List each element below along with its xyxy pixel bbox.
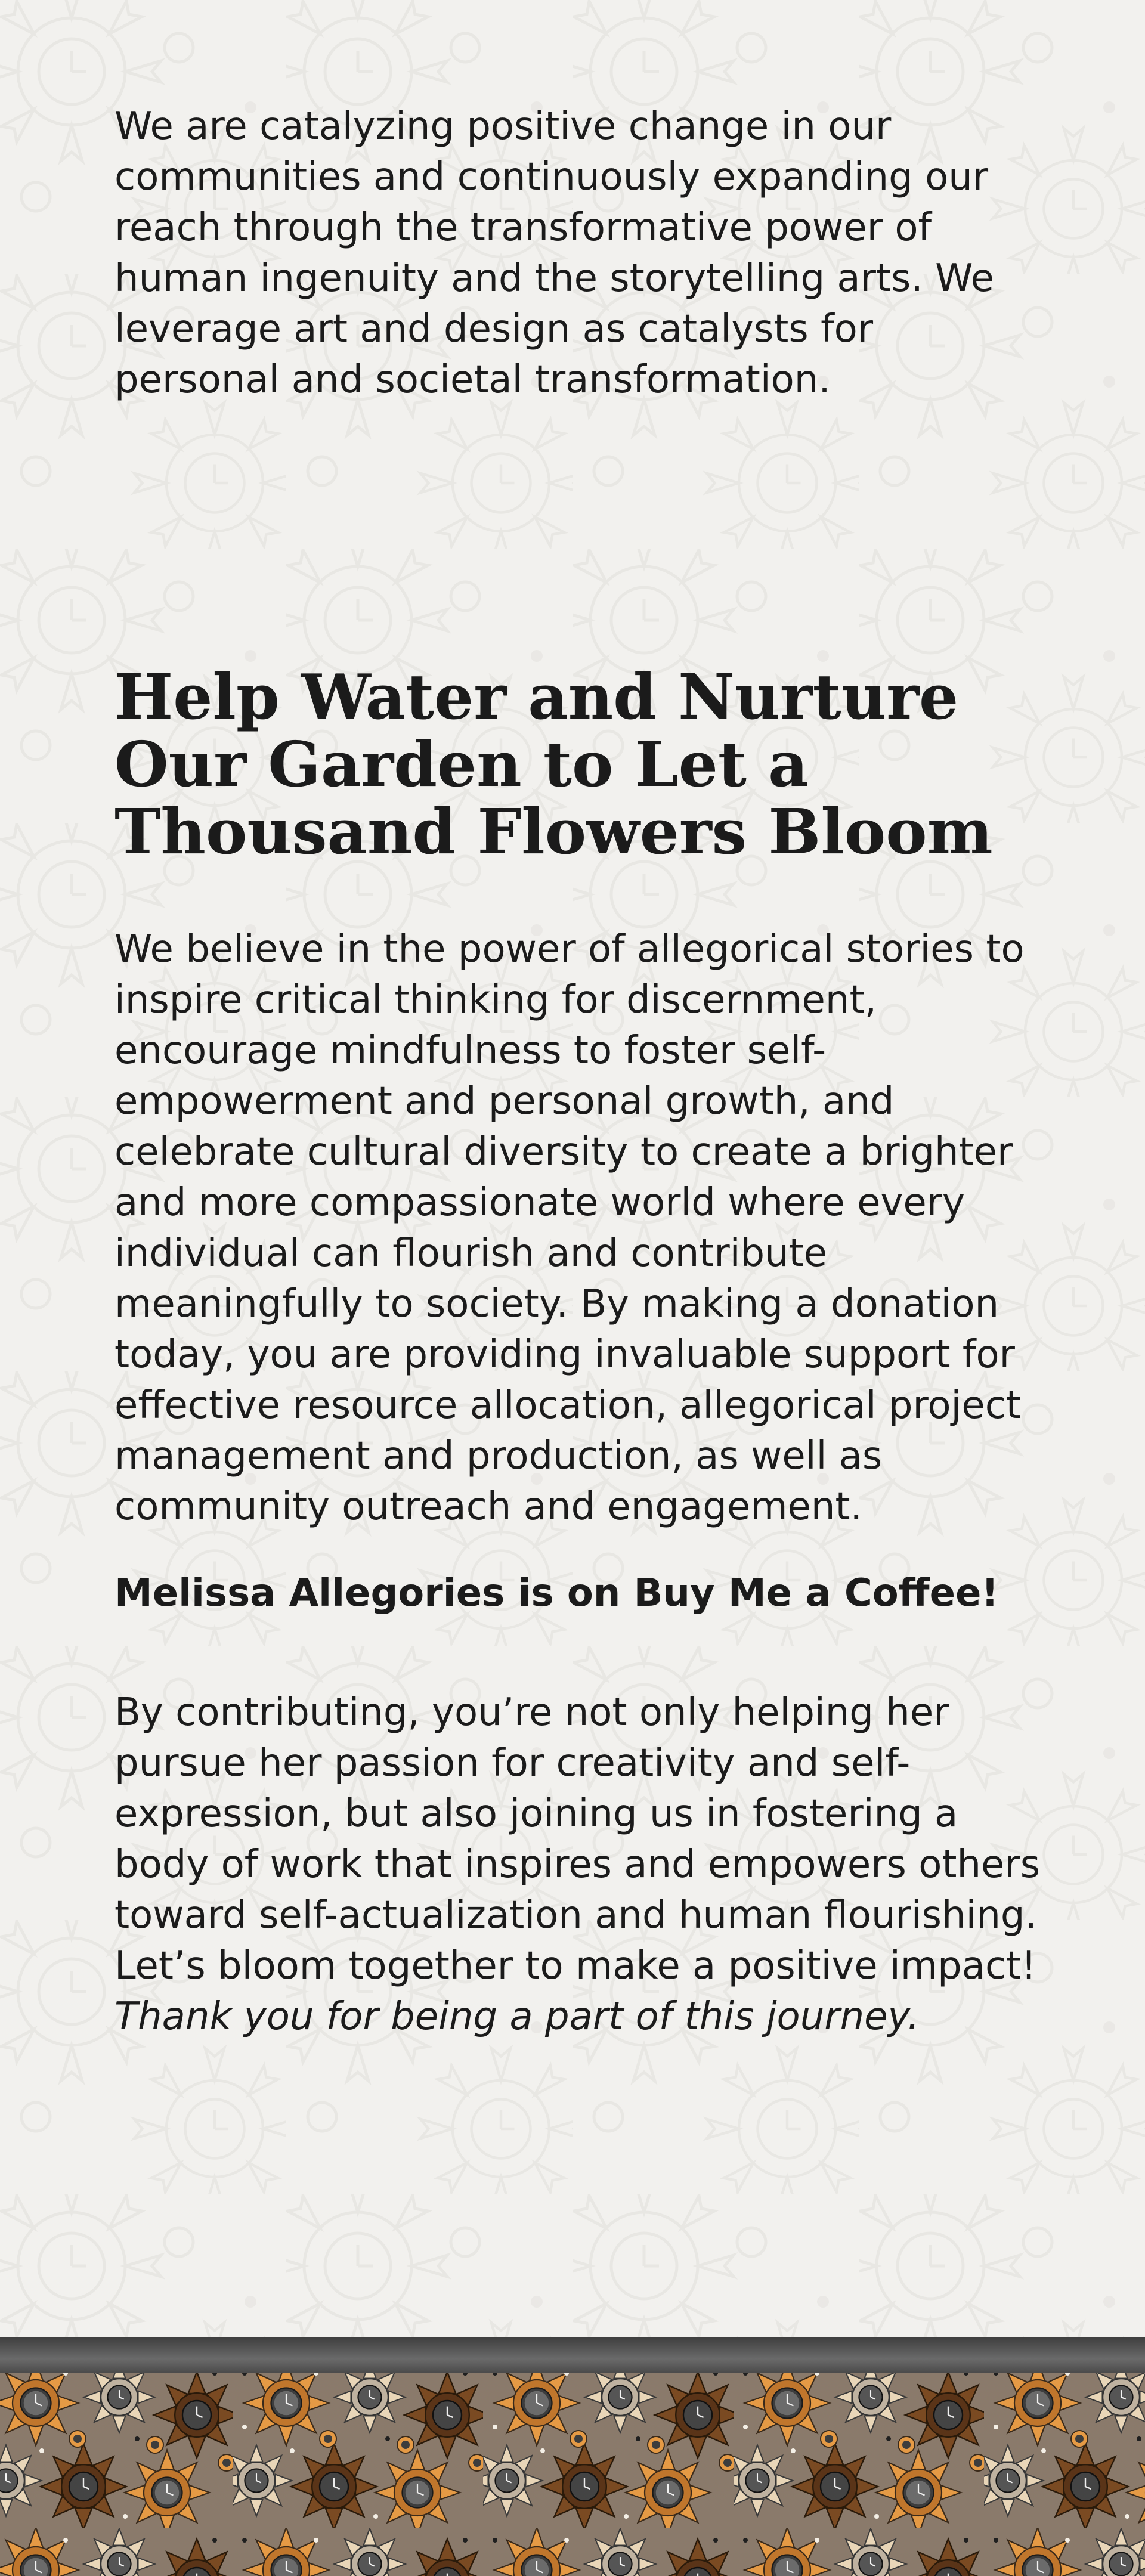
footer-divider-bar — [0, 2337, 1145, 2373]
contribution-text: By contributing, you’re not only helping her pursue her passion for creativity and self-expression, but also joining us in fostering a body of work that inspires and empowers others toward self-actualization and human flourishing. Let’s bloom together to make a positive impact! — [114, 1690, 1041, 1988]
contribution-paragraph — [114, 1688, 1045, 2042]
donation-paragraph: We believe in the power of allegorical stories to inspire critical thinking for discernment, encourage mindfulness to foster self-empowerment and personal growth, and celebrate cultural diversity to create a brighter and more compassionate world where every individual can flourish and contribute meaningfully to society. By making a donation today, you are providing invaluable support for effective resource allocation, allegorical project management and production, as well as community outreach and engagement. — [114, 927, 1025, 1529]
page-heading: Help Water and Nurture Our Garden to Let a Thousand Flowers Bloom — [114, 660, 993, 868]
sunflower-clock-pattern-icon — [0, 2373, 1145, 2576]
main-content — [114, 101, 1045, 2039]
thank-you-text: Thank you for being a part of this journey. — [114, 1995, 920, 2039]
buy-me-a-coffee-callout: Melissa Allegories is on Buy Me a Coffee! — [114, 1571, 999, 1615]
intro-paragraph: We are catalyzing positive change in our communities and continuously expanding our reach through the transformative power of human ingenuity and the storytelling arts. We leverage art and design as catalysts for personal and societal transformation. — [114, 104, 994, 402]
